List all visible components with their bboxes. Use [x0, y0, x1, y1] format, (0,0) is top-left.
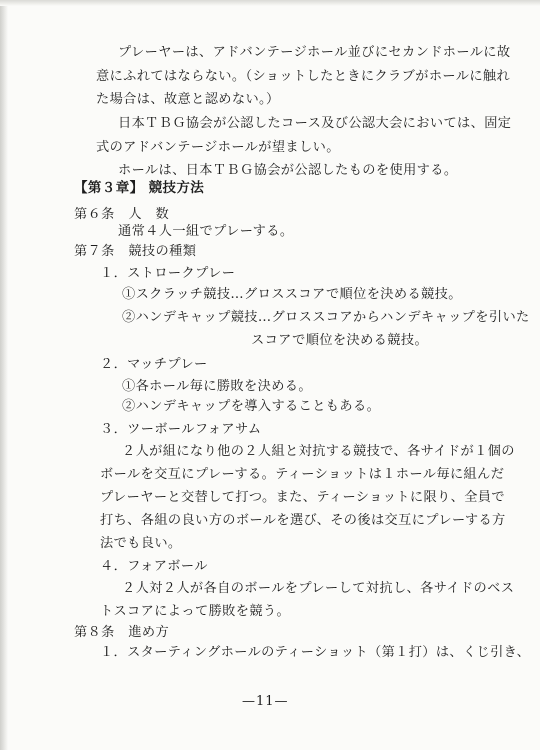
item-heading: ２．マッチプレー — [100, 357, 208, 372]
list-item: ②ハンデキャップを導入することもある。 — [122, 399, 381, 414]
article-heading: 第８条 進め方 — [74, 625, 170, 640]
paragraph-line: 意にふれてはならない。（ショットしたときにクラブがホールに触れ — [96, 69, 511, 84]
paragraph-line: ２人が組になり他の２人組と対抗する競技で、各サイドが１個の — [122, 444, 515, 459]
paragraph-line: ２人対２人が各自のボールをプレーして対抗し、各サイドのベス — [122, 581, 515, 596]
chapter-heading: 【第３章】 競技方法 — [74, 180, 205, 196]
paragraph-line: 日本ＴＢＧ協会が公認したコース及び公認大会においては、固定 — [118, 116, 512, 131]
item-heading: ４．フォアボール — [100, 559, 208, 574]
page-number: —11— — [242, 694, 289, 709]
paragraph-line: プレーヤーは、アドバンテージホール並びにセカンドホールに故 — [118, 45, 511, 60]
list-item: スコアで順位を決める競技。 — [251, 333, 429, 348]
list-item: ②ハンデキャップ競技…グロススコアからハンデキャップを引いた — [122, 310, 530, 325]
paragraph-line: 打ち、各組の良い方のボールを選び、その後は交互にプレーする方 — [100, 513, 506, 528]
paragraph-line: トスコアによって勝敗を競う。 — [100, 604, 291, 619]
list-item: ①スクラッチ競技…グロススコアで順位を決める競技。 — [122, 287, 462, 302]
paragraph-line: プレーヤーと交替して打つ。また、ティーショットに限り、全員で — [100, 490, 505, 505]
paragraph-line: 式のアドバンテージホールが望ましい。 — [96, 140, 340, 155]
paragraph-line: 通常４人一組でプレーする。 — [118, 224, 294, 239]
paragraph-line: ホールは、日本ＴＢＧ協会が公認したものを使用する。 — [118, 163, 458, 178]
item-heading: １．ストロークプレー — [100, 266, 236, 281]
article-heading: 第６条 人 数 — [74, 207, 170, 222]
paragraph-line: 法でも良い。 — [100, 536, 182, 551]
item-heading: ３．ツーボールフォアサム — [100, 422, 262, 437]
paragraph-line: た場合は、故意と認めない。） — [96, 92, 280, 107]
paragraph-line: １．スターティングホールのティーショット（第１打）は、くじ引き、 — [100, 645, 531, 660]
list-item: ①各ホール毎に勝敗を決める。 — [122, 379, 312, 394]
paragraph-line: ボールを交互にプレーする。ティーショットは１ホール毎に組んだ — [100, 467, 505, 482]
article-heading: 第７条 競技の種類 — [74, 244, 197, 259]
